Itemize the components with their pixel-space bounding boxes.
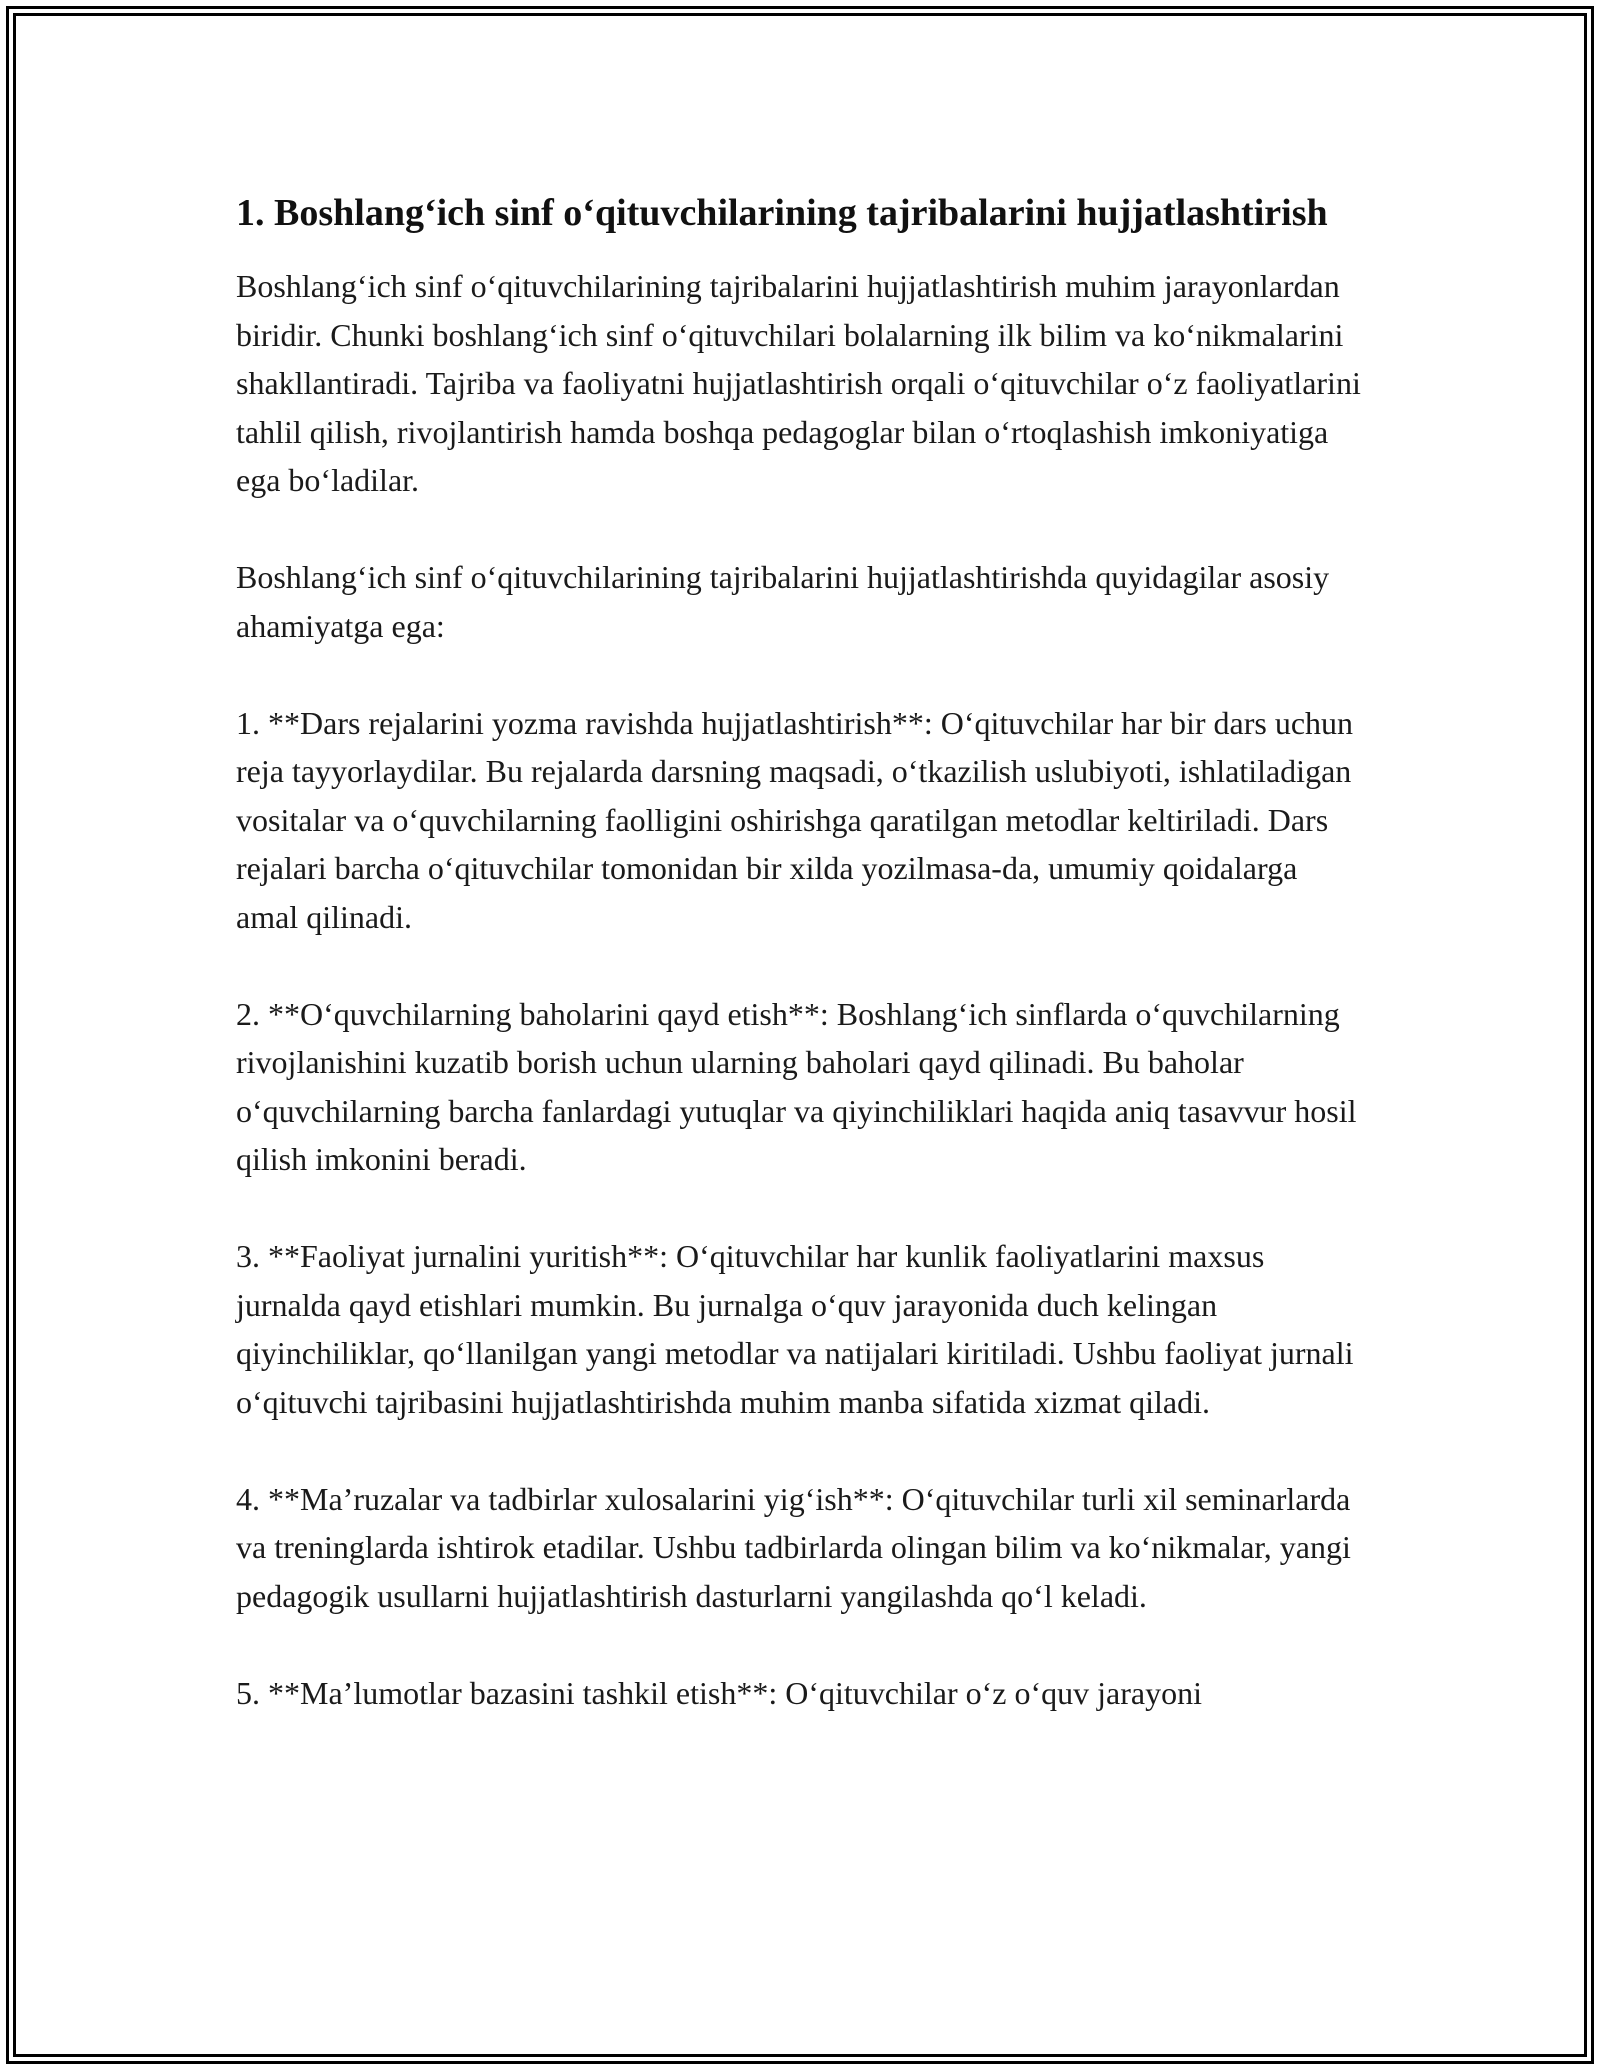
list-item-2: 2. **O‘quvchilarning baholarini qayd etish**: Boshlang‘ich sinflarda o‘quvchilarning rivojlanishini kuzatib borish uchun ularning baholari qayd qilinadi. Bu baholar o‘quvchilarning barcha fanlardagi yutuqlar va qiyinchiliklari haqida aniq tasavvur hosil qilish imkonini beradi. (236, 995, 1357, 1177)
list-item-4: 4. **Ma’ruzalar va tadbirlar xulosalarini yig‘ish**: O‘qituvchilar turli xil seminarlarda va treninglarda ishtirok etadilar. Ushbu tadbirlarda olingan bilim va ko‘nikmalar, yangi pedagogik usullarni hujjatlashtirish dasturlarni yangilashda qo‘l keladi. (236, 1480, 1351, 1614)
lead-in-paragraph: Boshlang‘ich sinf o‘qituvchilarining tajribalarini hujjatlashtirishda quyidagilar asosiy ahamiyatga ega: (236, 559, 1330, 644)
list-item-3: 3. **Faoliyat jurnalini yuritish**: O‘qituvchilar har kunlik faoliyatlarini maxsus jurnalda qayd etishlari mumkin. Bu jurnalga o‘quv jarayonida duch kelingan qiyinchiliklar, qo‘llanilgan yangi metodlar va natijalari kiritiladi. Ushbu faoliyat jurnali o‘qituvchi tajribasini hujjatlashtirishda muhim manba sifatida xizmat qiladi. (236, 1238, 1354, 1420)
list-item-5: 5. **Ma’lumotlar bazasini tashkil etish**: O‘qituvchilar o‘z o‘quv jarayoni (236, 1674, 1202, 1711)
list-item-1: 1. **Dars rejalarini yozma ravishda hujjatlashtirish**: O‘qituvchilar har bir dars uchun reja tayyorlaydilar. Bu rejalarda darsning maqsadi, o‘tkazilish uslubiyoti, ishlatiladigan vositalar va o‘quvchilarning faolligini oshirishga qaratilgan metodlar keltiriladi. Dars rejalari barcha o‘qituvchilar tomonidan bir xilda yozilmasa-da, umumiy qoidalarga amal qilinadi. (236, 704, 1354, 935)
document-body (236, 186, 1366, 1766)
intro-paragraph: Boshlang‘ich sinf o‘qituvchilarining tajribalarini hujjatlashtirish muhim jarayonlardan biridir. Chunki boshlang‘ich sinf o‘qituvchilari bolalarning ilk bilim va ko‘nikmalarini shakllantiradi. Tajriba va faoliyatni hujjatlashtirish orqali o‘qituvchilar o‘z faoliyatlarini tahlil qilish, rivojlantirish hamda boshqa pedagoglar bilan o‘rtoqlashish imkoniyatiga ega bo‘ladilar. (236, 268, 1361, 498)
section-heading: 1. Boshlang‘ich sinf o‘qituvchilarining tajribalarini hujjatlashtirish (236, 192, 1328, 234)
